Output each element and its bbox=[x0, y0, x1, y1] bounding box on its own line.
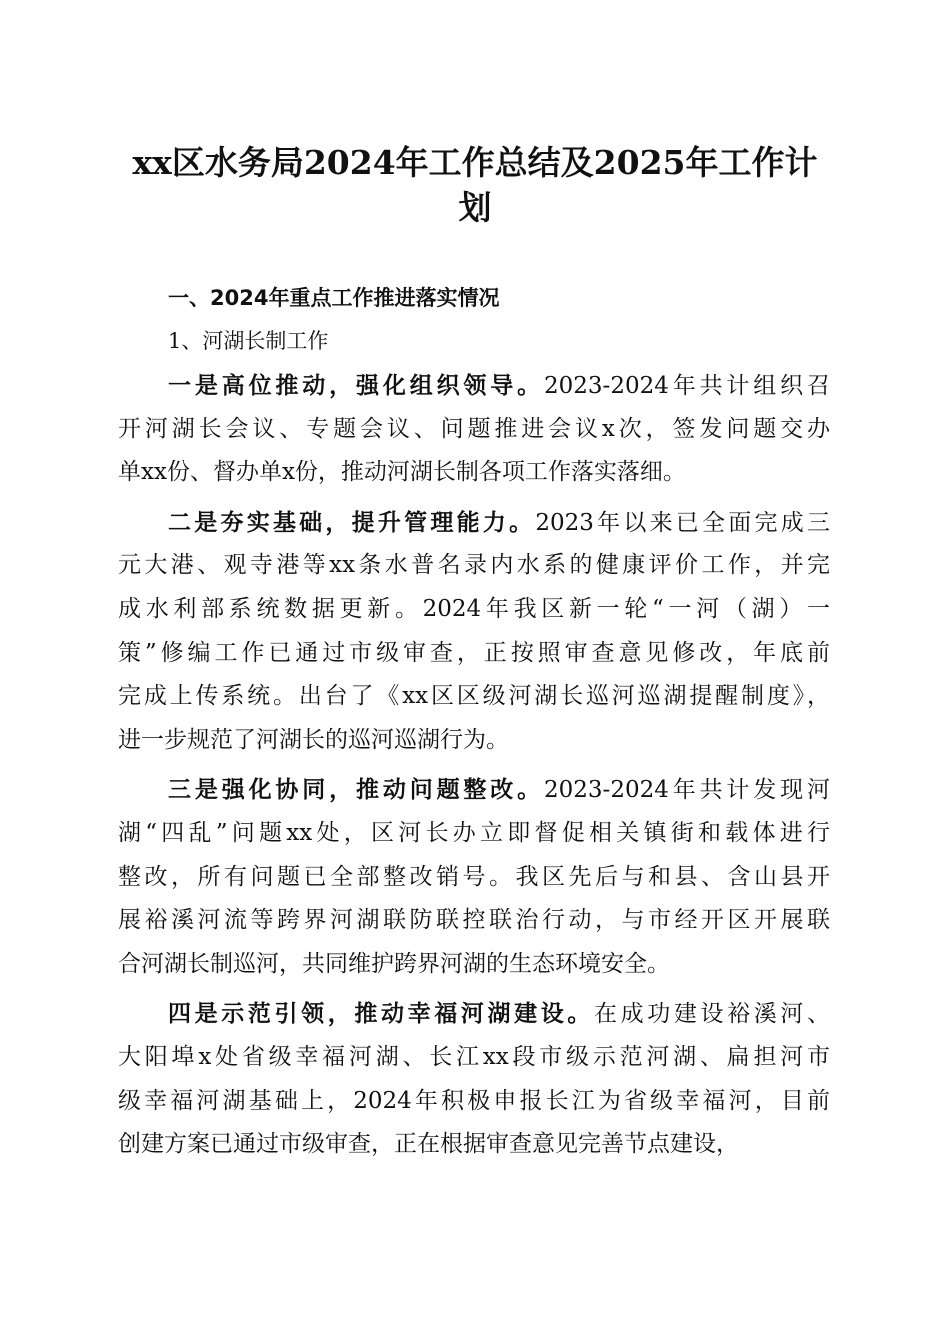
paragraph-line bbox=[118, 364, 830, 408]
line-text: 元大港、观寺港等xx条水普名录内水系的健康评价工作，并完 bbox=[118, 552, 830, 579]
paragraph-line bbox=[118, 588, 830, 632]
line-text: 级幸福河湖基础上，2024年积极申报长江为省级幸福河，目前 bbox=[118, 1087, 830, 1114]
section-heading: 一、2024年重点工作推进落实情况 bbox=[168, 286, 500, 310]
paragraph-line bbox=[118, 992, 830, 1036]
line-text: 在成功建设裕溪河、 bbox=[594, 1001, 830, 1028]
paragraph-lead: 一是高位推动，强化组织领导。 bbox=[168, 372, 545, 399]
title-line: 划 bbox=[458, 188, 492, 227]
paragraph-line bbox=[118, 943, 830, 987]
paragraph bbox=[118, 364, 830, 495]
line-text: 2023年以来已全面完成三 bbox=[535, 509, 830, 536]
line-text: 单xx份、督办单x份，推动河湖长制各项工作落实落细。 bbox=[118, 459, 686, 486]
line-text: 创建方案已通过市级审查，正在根据审查意见完善节点建设， bbox=[118, 1131, 739, 1158]
line-text: 开河湖长会议、专题会议、问题推进会议x次，签发问题交办 bbox=[118, 415, 830, 442]
paragraph-line bbox=[118, 768, 830, 812]
line-text: 整改，所有问题已全部整改销号。我区先后与和县、含山县开 bbox=[118, 863, 830, 890]
paragraph-line bbox=[118, 451, 830, 495]
document-title bbox=[100, 140, 850, 230]
paragraph-line bbox=[118, 408, 830, 452]
paragraph-lead: 三是强化协同，推动问题整改。 bbox=[168, 776, 545, 804]
line-text: 完成上传系统。出台了《xx区区级河湖长巡河巡湖提醒制度》， bbox=[118, 683, 830, 710]
paragraph-lead: 四是示范引领，推动幸福河湖建设。 bbox=[168, 1000, 594, 1028]
line-text: 2023-2024年共计发现河 bbox=[544, 777, 831, 804]
paragraph-line bbox=[118, 544, 830, 588]
paragraph-line bbox=[118, 632, 830, 676]
line-text: 合河湖长制巡河，共同维护跨界河湖的生态环境安全。 bbox=[118, 950, 670, 977]
paragraph-lead: 二是夯实基础，提升管理能力。 bbox=[168, 508, 536, 536]
subsection-heading: 1、河湖长制工作 bbox=[168, 329, 329, 353]
paragraph bbox=[118, 501, 830, 763]
paragraph-line bbox=[118, 856, 830, 900]
paragraph-line bbox=[118, 719, 830, 763]
line-text: 湖“四乱”问题xx处，区河长办立即督促相关镇街和载体进行 bbox=[118, 819, 830, 846]
line-text: 进一步规范了河湖长的巡河巡湖行为。 bbox=[118, 726, 509, 753]
title-line: xx区水务局2024年工作总结及2025年工作计 bbox=[132, 143, 818, 182]
line-text: 大阳埠x处省级幸福河湖、长江xx段市级示范河湖、扁担河市 bbox=[118, 1043, 830, 1070]
paragraph-line bbox=[118, 812, 830, 856]
paragraph-line bbox=[118, 1080, 830, 1124]
document-body bbox=[118, 364, 830, 1173]
paragraph bbox=[118, 768, 830, 986]
paragraph-line bbox=[118, 675, 830, 719]
paragraph-line bbox=[118, 501, 830, 545]
paragraph-line bbox=[118, 1123, 830, 1167]
line-text: 成水利部系统数据更新。2024年我区新一轮“一河（湖）一 bbox=[118, 595, 830, 622]
paragraph-line bbox=[118, 899, 830, 943]
line-text: 展裕溪河流等跨界河湖联防联控联治行动，与市经开区开展联 bbox=[118, 907, 830, 934]
paragraph bbox=[118, 992, 830, 1166]
line-text: 2023-2024年共计组织召 bbox=[544, 373, 831, 399]
paragraph-line bbox=[118, 1036, 830, 1080]
line-text: 策”修编工作已通过市级审查，正按照审查意见修改，年底前 bbox=[118, 639, 830, 666]
